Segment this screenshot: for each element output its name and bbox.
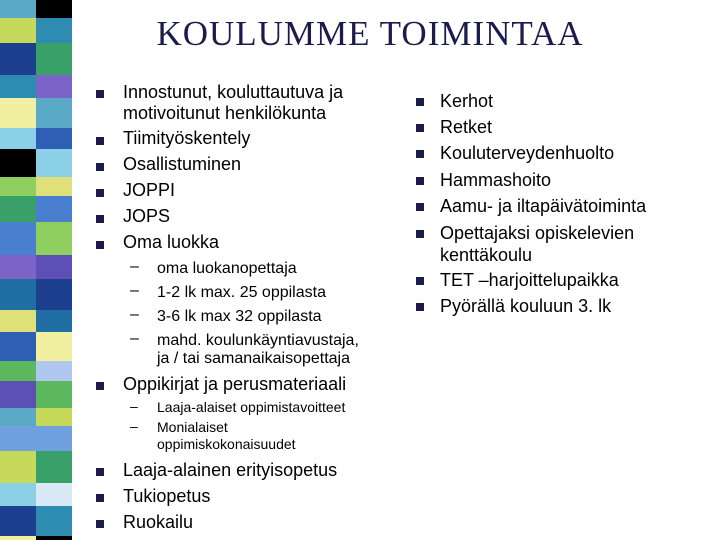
mosaic-tile: [0, 408, 36, 426]
dash-icon: –: [130, 418, 138, 434]
mosaic-tile: [0, 332, 36, 361]
bullet-icon: [96, 382, 104, 390]
dash-icon: –: [130, 282, 139, 299]
mosaic-tile: [36, 332, 72, 361]
left-item-meals: Ruokailu: [123, 512, 194, 532]
bullet-icon: [416, 98, 424, 106]
bullet-icon: [416, 230, 424, 238]
mosaic-tile: [36, 177, 72, 196]
bullet-icon: [416, 124, 424, 132]
sub-item-learning-goals: Laaja-alaiset oppimistavoitteet: [157, 399, 346, 415]
mosaic-tile: [36, 75, 72, 98]
mosaic-tile: [36, 310, 72, 332]
mosaic-tile: [0, 381, 36, 408]
mosaic-tile: [36, 536, 72, 540]
right-item-before-after-school: Aamu- ja iltapäivätoiminta: [440, 196, 647, 216]
bullet-icon: [416, 277, 424, 285]
mosaic-tile: [0, 451, 36, 483]
left-item-teamwork: Tiimityöskentely: [123, 128, 251, 148]
mosaic-tile: [0, 426, 36, 451]
left-item-oma-luokka: Oma luokka: [123, 232, 220, 252]
mosaic-tile: [36, 196, 72, 222]
bullet-icon: [96, 137, 104, 145]
mosaic-tile: [0, 506, 36, 536]
left-item-textbooks: Oppikirjat ja perusmateriaali: [123, 374, 347, 394]
sub-item-grade-3-6: 3-6 lk max 32 oppilasta: [157, 308, 322, 325]
mosaic-tile: [0, 222, 36, 255]
dash-icon: –: [130, 306, 139, 323]
sub-item-grade-1-2: 1-2 lk max. 25 oppilasta: [157, 284, 326, 301]
right-item-field-school-line1: Opettajaksi opiskelevien: [440, 223, 635, 243]
left-item-joppi: JOPPI: [123, 180, 176, 200]
mosaic-tile: [0, 255, 36, 279]
mosaic-tile: [36, 361, 72, 381]
mosaic-tile: [36, 506, 72, 536]
bullet-icon: [96, 215, 104, 223]
left-item-staff-line1: Innostunut, kouluttautuva ja: [123, 82, 344, 102]
mosaic-tile: [36, 279, 72, 310]
bullet-icon: [416, 303, 424, 311]
mosaic-tile: [0, 483, 36, 506]
right-item-field-school-line2: kenttäkoulu: [440, 245, 533, 265]
mosaic-tile: [36, 255, 72, 279]
right-item-cycling: Pyörällä kouluun 3. lk: [440, 296, 612, 316]
decorative-color-strip: [0, 0, 72, 540]
dash-icon: –: [130, 258, 139, 275]
left-item-remedial-teaching: Tukiopetus: [123, 486, 211, 506]
mosaic-tile: [0, 279, 36, 310]
mosaic-tile: [36, 98, 72, 128]
mosaic-tile: [0, 128, 36, 149]
left-item-participation: Osallistuminen: [123, 154, 242, 174]
dash-icon: –: [130, 330, 139, 347]
mosaic-tile: [0, 310, 36, 332]
bullet-icon: [416, 177, 424, 185]
left-item-special-education: Laaja-alainen erityisopetus: [123, 460, 338, 480]
mosaic-tile: [36, 408, 72, 426]
sub-item-assistant-line1: mahd. koulunkäyntiavustaja,: [157, 332, 359, 349]
mosaic-tile: [0, 361, 36, 381]
bullet-icon: [96, 90, 104, 98]
mosaic-tile: [0, 177, 36, 196]
bullet-icon: [96, 189, 104, 197]
bullet-icon: [96, 520, 104, 528]
right-item-trips: Retket: [440, 117, 493, 137]
slide-title: KOULUMME TOIMINTAA: [156, 14, 584, 53]
mosaic-tile: [36, 128, 72, 149]
bullet-icon: [416, 203, 424, 211]
bullet-icon: [416, 150, 424, 158]
mosaic-tile: [36, 149, 72, 177]
bullet-icon: [96, 241, 104, 249]
sub-item-assistant-line2: ja / tai samanaikaisopettaja: [157, 350, 350, 367]
mosaic-tile: [0, 149, 36, 177]
right-item-tet: TET –harjoittelupaikka: [440, 270, 619, 290]
mosaic-tile: [0, 98, 36, 128]
mosaic-tile: [36, 222, 72, 255]
mosaic-tile: [36, 426, 72, 451]
right-item-school-health: Kouluterveydenhuolto: [440, 143, 615, 163]
bullet-icon: [96, 494, 104, 502]
sub-item-multidisciplinary-line2: oppimiskokonaisuudet: [157, 436, 296, 452]
mosaic-tile: [0, 536, 36, 540]
mosaic-tile: [0, 196, 36, 222]
left-item-staff-line2: motivoitunut henkilökunta: [123, 103, 327, 123]
left-item-jops: JOPS: [123, 206, 171, 226]
bullet-icon: [96, 163, 104, 171]
bullet-icon: [96, 468, 104, 476]
mosaic-tile: [0, 75, 36, 98]
right-item-clubs: Kerhot: [440, 91, 494, 111]
dash-icon: –: [130, 398, 138, 414]
mosaic-tile: [36, 381, 72, 408]
sub-item-multidisciplinary-line1: Monialaiset: [157, 419, 228, 435]
mosaic-tile: [36, 451, 72, 483]
sub-item-teacher: oma luokanopettaja: [157, 260, 297, 277]
mosaic-tile: [36, 483, 72, 506]
right-item-dental-care: Hammashoito: [440, 170, 552, 190]
